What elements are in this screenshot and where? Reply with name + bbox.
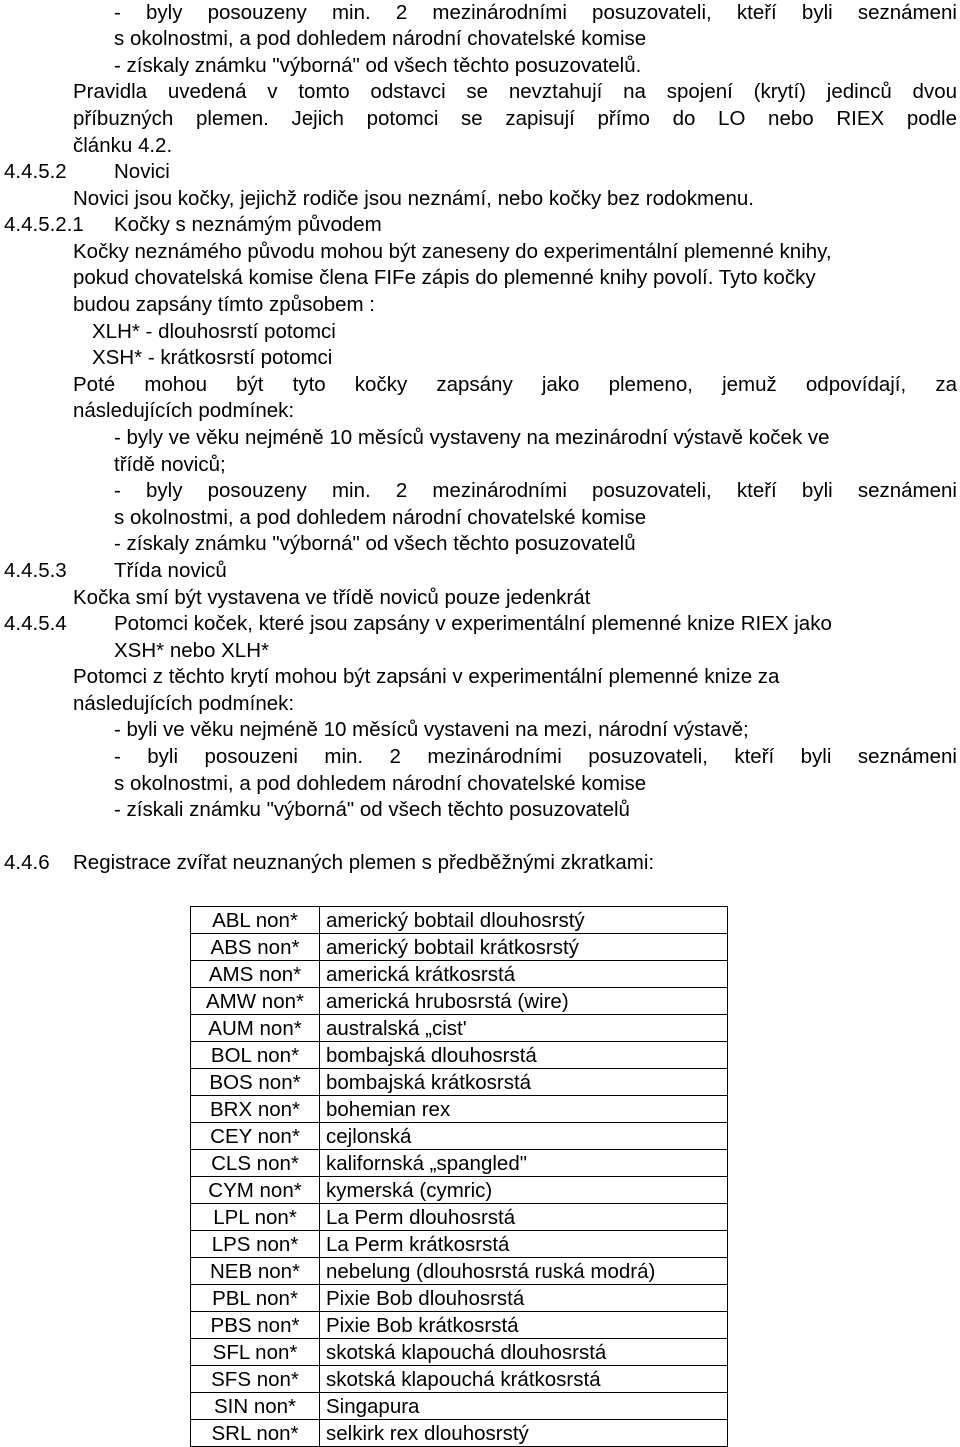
- text-line: - byli ve věku nejméně 10 měsíců vystaveni na mezi, národní výstavě;: [114, 718, 749, 741]
- text-line: budou zapsány tímto způsobem :: [73, 293, 375, 316]
- text-line: - byly posouzeny min. 2 mezinárodními posuzovateli, kteří byli seznámeni: [114, 1, 957, 24]
- breed-code-cell: AMW non*: [191, 988, 320, 1015]
- section-number: 4.4.5.2.1: [4, 213, 84, 236]
- table-row: [191, 1258, 728, 1285]
- text-line: Potomci z těchto krytí mohou být zapsáni v experimentální plemenné knize za: [73, 665, 780, 688]
- section-title: Registrace zvířat neuznaných plemen s předběžnými zkratkami:: [73, 851, 655, 874]
- table-row: [191, 1204, 728, 1231]
- breed-code-cell: BOS non*: [191, 1069, 320, 1096]
- table-row: [191, 1393, 728, 1420]
- section-title: Třída noviců: [114, 559, 227, 582]
- breed-name-cell: americký bobtail krátkosrstý: [320, 934, 728, 961]
- text-line: Pravidla uvedená v tomto odstavci se nevztahují na spojení (krytí) jedinců dvou: [73, 80, 957, 103]
- breed-name-cell: Pixie Bob dlouhosrstá: [320, 1285, 728, 1312]
- breed-code-cell: BRX non*: [191, 1096, 320, 1123]
- text-line: - získaly známku "výborná" od všech těchto posuzovatelů.: [114, 54, 642, 77]
- breed-code-cell: SIN non*: [191, 1393, 320, 1420]
- breed-name-cell: bombajská krátkosrstá: [320, 1069, 728, 1096]
- breed-name-cell: skotská klapouchá krátkosrstá: [320, 1366, 728, 1393]
- breed-name-cell: americká krátkosrstá: [320, 961, 728, 988]
- table-row: [191, 988, 728, 1015]
- table-row: [191, 934, 728, 961]
- breed-name-cell: selkirk rex dlouhosrstý: [320, 1420, 728, 1447]
- breed-code-cell: SFS non*: [191, 1366, 320, 1393]
- table-row: [191, 1339, 728, 1366]
- text-line: XLH* - dlouhosrstí potomci: [92, 320, 336, 343]
- breed-name-cell: bohemian rex: [320, 1096, 728, 1123]
- table-row: [191, 1366, 728, 1393]
- text-line: XSH* - krátkosrstí potomci: [92, 346, 333, 369]
- breed-codes-table: [190, 906, 728, 1447]
- table-row: [191, 1096, 728, 1123]
- breed-code-cell: ABL non*: [191, 907, 320, 934]
- breed-code-cell: SRL non*: [191, 1420, 320, 1447]
- text-line: pokud chovatelská komise člena FIFe zápis do plemenné knihy povolí. Tyto kočky: [73, 266, 816, 289]
- text-line: - získali známku "výborná" od všech těchto posuzovatelů: [114, 798, 630, 821]
- section-title: Kočky s neznámým původem: [114, 213, 382, 236]
- table-row: [191, 961, 728, 988]
- table-row: [191, 1177, 728, 1204]
- breed-name-cell: americký bobtail dlouhosrstý: [320, 907, 728, 934]
- breed-name-cell: Pixie Bob krátkosrstá: [320, 1312, 728, 1339]
- text-line: s okolnostmi, a pod dohledem národní chovatelské komise: [114, 27, 647, 50]
- breed-code-cell: PBL non*: [191, 1285, 320, 1312]
- breed-name-cell: nebelung (dlouhosrstá ruská modrá): [320, 1258, 728, 1285]
- breed-code-cell: ABS non*: [191, 934, 320, 961]
- section-number: 4.4.5.3: [4, 559, 67, 582]
- text-line: Kočky neznámého původu mohou být zaneseny do experimentální plemenné knihy,: [73, 240, 832, 263]
- breed-name-cell: Singapura: [320, 1393, 728, 1420]
- text-line: XSH* nebo XLH*: [114, 639, 269, 662]
- breed-code-cell: CLS non*: [191, 1150, 320, 1177]
- breed-code-cell: CEY non*: [191, 1123, 320, 1150]
- text-line: článku 4.2.: [73, 134, 173, 157]
- breed-name-cell: La Perm krátkosrstá: [320, 1231, 728, 1258]
- text-line: třídě noviců;: [114, 453, 226, 476]
- breed-name-cell: australská „cist': [320, 1015, 728, 1042]
- breed-name-cell: americká hrubosrstá (wire): [320, 988, 728, 1015]
- table-row: [191, 1015, 728, 1042]
- table-row: [191, 907, 728, 934]
- table-row: [191, 1150, 728, 1177]
- section-number: 4.4.5.4: [4, 612, 67, 635]
- text-line: - byly posouzeny min. 2 mezinárodními posuzovateli, kteří byli seznámeni: [114, 479, 957, 502]
- breed-code-cell: CYM non*: [191, 1177, 320, 1204]
- breed-name-cell: bombajská dlouhosrstá: [320, 1042, 728, 1069]
- text-line: - byly ve věku nejméně 10 měsíců vystaveny na mezinárodní výstavě koček ve: [114, 426, 830, 449]
- table-row: [191, 1420, 728, 1447]
- breed-code-cell: NEB non*: [191, 1258, 320, 1285]
- text-line: Kočka smí být vystavena ve třídě noviců pouze jedenkrát: [73, 586, 591, 609]
- breed-code-cell: PBS non*: [191, 1312, 320, 1339]
- breed-code-cell: LPS non*: [191, 1231, 320, 1258]
- breed-code-cell: SFL non*: [191, 1339, 320, 1366]
- breed-name-cell: La Perm dlouhosrstá: [320, 1204, 728, 1231]
- breed-code-cell: AUM non*: [191, 1015, 320, 1042]
- breed-code-cell: LPL non*: [191, 1204, 320, 1231]
- breed-code-cell: BOL non*: [191, 1042, 320, 1069]
- section-title: Potomci koček, které jsou zapsány v experimentální plemenné knize RIEX jako: [114, 612, 832, 635]
- table-row: [191, 1123, 728, 1150]
- breed-name-cell: skotská klapouchá dlouhosrstá: [320, 1339, 728, 1366]
- text-line: následujících podmínek:: [73, 399, 295, 422]
- breed-code-cell: AMS non*: [191, 961, 320, 988]
- text-line: Novici jsou kočky, jejichž rodiče jsou neznámí, nebo kočky bez rodokmenu.: [73, 187, 754, 210]
- table-row: [191, 1285, 728, 1312]
- section-number: 4.4.6: [4, 851, 50, 874]
- table-row: [191, 1231, 728, 1258]
- text-line: Poté mohou být tyto kočky zapsány jako plemeno, jemuž odpovídají, za: [73, 373, 957, 396]
- section-number: 4.4.5.2: [4, 160, 67, 183]
- text-line: s okolnostmi, a pod dohledem národní chovatelské komise: [114, 506, 647, 529]
- breed-name-cell: cejlonská: [320, 1123, 728, 1150]
- table-row: [191, 1069, 728, 1096]
- table-row: [191, 1042, 728, 1069]
- text-line: následujících podmínek:: [73, 692, 295, 715]
- breed-name-cell: kalifornská „spangled": [320, 1150, 728, 1177]
- text-line: - získaly známku "výborná" od všech těchto posuzovatelů: [114, 532, 636, 555]
- section-title: Novici: [114, 160, 170, 183]
- text-line: příbuzných plemen. Jejich potomci se zapisují přímo do LO nebo RIEX podle: [73, 107, 957, 130]
- breed-name-cell: kymerská (cymric): [320, 1177, 728, 1204]
- table-row: [191, 1312, 728, 1339]
- text-line: - byli posouzeni min. 2 mezinárodními posuzovateli, kteří byli seznámeni: [114, 745, 957, 768]
- text-line: s okolnostmi, a pod dohledem národní chovatelské komise: [114, 772, 647, 795]
